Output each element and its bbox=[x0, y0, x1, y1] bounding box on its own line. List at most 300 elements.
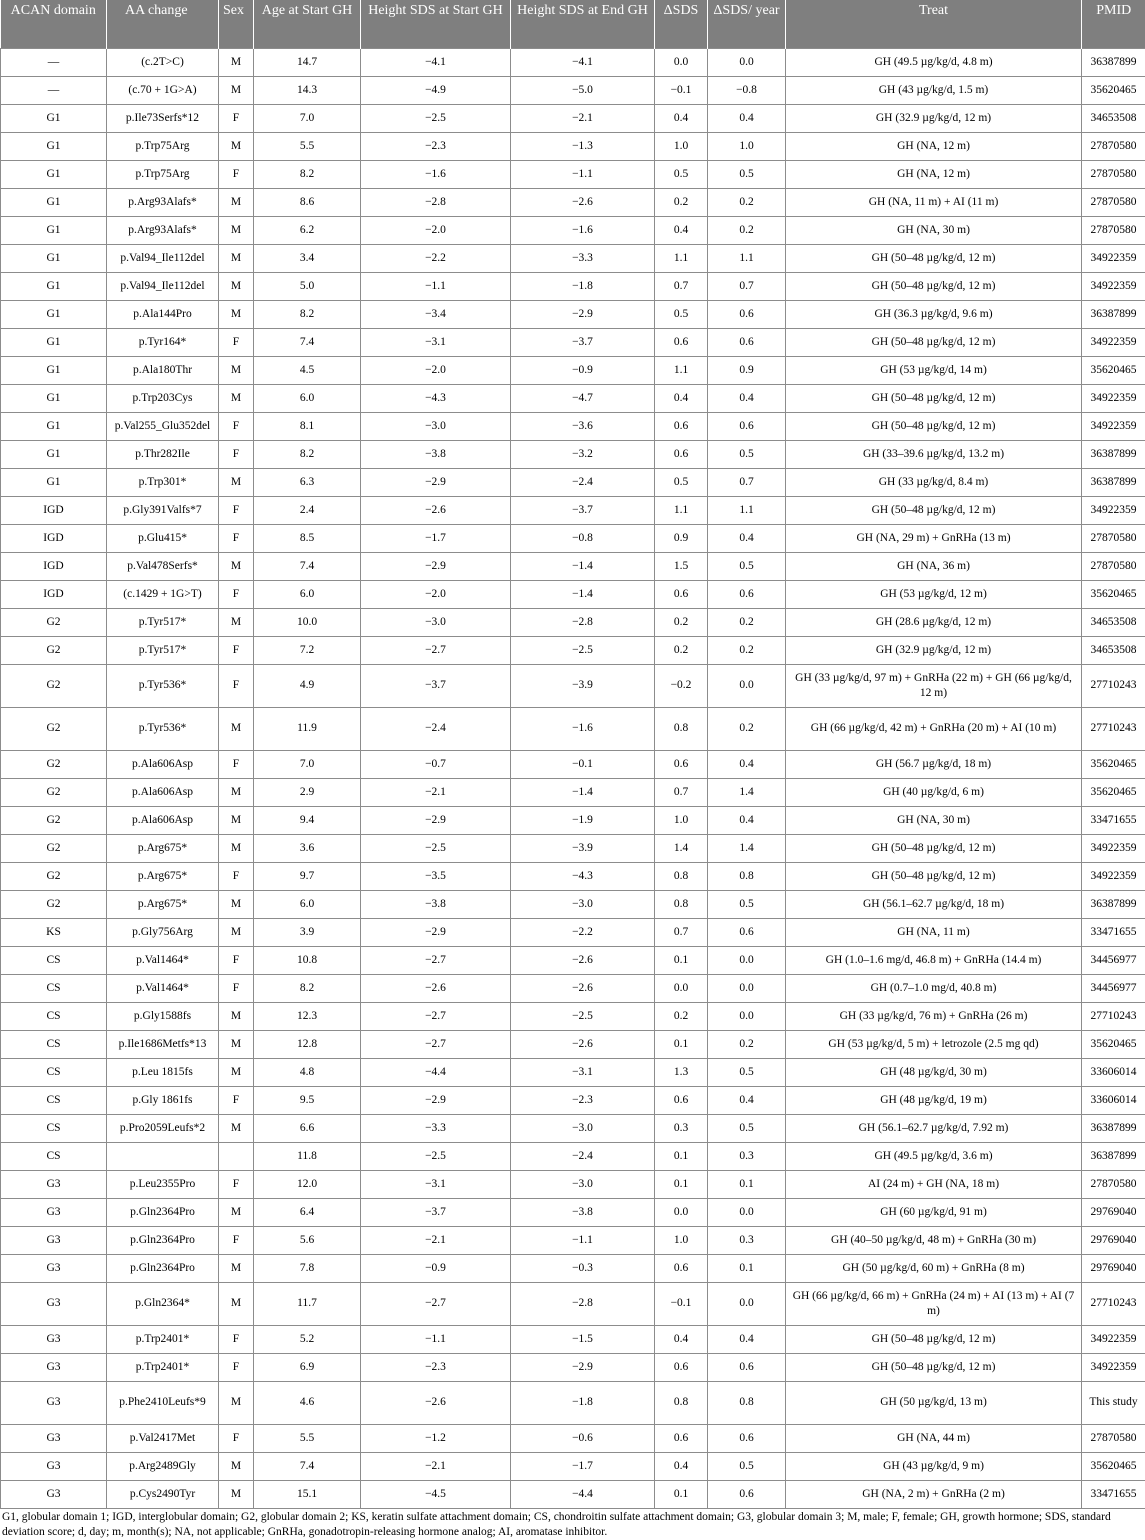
table-row bbox=[1, 496, 1145, 524]
cell-treat: GH (40–50 µg/kg/d, 48 m) + GnRHa (30 m) bbox=[786, 1226, 1082, 1254]
cell-aa-change: p.Ala606Asp bbox=[107, 806, 219, 834]
cell-height-sds-start: −2.5 bbox=[361, 1142, 511, 1170]
table-row bbox=[1, 918, 1145, 946]
cell-aa-change: (c.2T>C) bbox=[107, 48, 219, 76]
cell-delta-sds: 0.4 bbox=[655, 1452, 708, 1480]
cell-treat: GH (NA, 12 m) bbox=[786, 160, 1082, 188]
cell-treat: GH (43 µg/kg/d, 1.5 m) bbox=[786, 76, 1082, 104]
cell-pmid: 34456977 bbox=[1082, 974, 1145, 1002]
cell-treat: GH (28.6 µg/kg/d, 12 m) bbox=[786, 608, 1082, 636]
cell-pmid: 34922359 bbox=[1082, 496, 1145, 524]
cell-sex: M bbox=[219, 707, 254, 750]
cell-treat: GH (50–48 µg/kg/d, 12 m) bbox=[786, 244, 1082, 272]
cell-height-sds-end: −2.9 bbox=[511, 1353, 655, 1381]
cell-height-sds-start: −1.1 bbox=[361, 1325, 511, 1353]
cell-delta-sds-per-year: 0.1 bbox=[708, 1254, 786, 1282]
cell-delta-sds: 0.7 bbox=[655, 272, 708, 300]
cell-height-sds-end: −1.4 bbox=[511, 778, 655, 806]
cell-height-sds-end: −1.7 bbox=[511, 1452, 655, 1480]
cell-age-at-start-gh: 12.3 bbox=[254, 1002, 361, 1030]
cell-age-at-start-gh: 8.2 bbox=[254, 440, 361, 468]
cell-delta-sds: 0.7 bbox=[655, 778, 708, 806]
cell-treat: GH (40 µg/kg/d, 6 m) bbox=[786, 778, 1082, 806]
cell-acan-domain: CS bbox=[1, 1002, 107, 1030]
cell-height-sds-end: −1.6 bbox=[511, 707, 655, 750]
cell-age-at-start-gh: 5.5 bbox=[254, 132, 361, 160]
cell-height-sds-start: −2.9 bbox=[361, 806, 511, 834]
cell-height-sds-start: −3.7 bbox=[361, 664, 511, 707]
cell-height-sds-end: −4.7 bbox=[511, 384, 655, 412]
table-row bbox=[1, 1424, 1145, 1452]
cell-height-sds-start: −3.5 bbox=[361, 862, 511, 890]
cell-treat: GH (33 µg/kg/d, 8.4 m) bbox=[786, 468, 1082, 496]
cell-delta-sds-per-year: 0.5 bbox=[708, 890, 786, 918]
cell-pmid: 33471655 bbox=[1082, 918, 1145, 946]
cell-height-sds-end: −2.4 bbox=[511, 1142, 655, 1170]
column-header-delta-sds-per-year: ΔSDS/ year bbox=[708, 0, 786, 48]
cell-delta-sds: −0.1 bbox=[655, 76, 708, 104]
cell-age-at-start-gh: 4.9 bbox=[254, 664, 361, 707]
cell-aa-change: p.Trp2401* bbox=[107, 1325, 219, 1353]
table-row bbox=[1, 778, 1145, 806]
cell-height-sds-start: −2.9 bbox=[361, 918, 511, 946]
cell-height-sds-end: −2.8 bbox=[511, 1282, 655, 1325]
cell-acan-domain: G2 bbox=[1, 890, 107, 918]
cell-delta-sds-per-year: 0.4 bbox=[708, 104, 786, 132]
cell-height-sds-end: −3.3 bbox=[511, 244, 655, 272]
cell-treat: GH (66 µg/kg/d, 42 m) + GnRHa (20 m) + AI (10 m) bbox=[786, 707, 1082, 750]
cell-sex: M bbox=[219, 272, 254, 300]
cell-age-at-start-gh: 12.8 bbox=[254, 1030, 361, 1058]
cell-delta-sds: 1.0 bbox=[655, 806, 708, 834]
cell-delta-sds-per-year: 0.0 bbox=[708, 48, 786, 76]
cell-delta-sds: 0.1 bbox=[655, 946, 708, 974]
cell-acan-domain: G1 bbox=[1, 468, 107, 496]
cell-sex: M bbox=[219, 468, 254, 496]
cell-delta-sds: 0.4 bbox=[655, 216, 708, 244]
cell-height-sds-start: −3.1 bbox=[361, 1170, 511, 1198]
cell-acan-domain: CS bbox=[1, 1058, 107, 1086]
cell-sex: M bbox=[219, 188, 254, 216]
cell-treat: GH (32.9 µg/kg/d, 12 m) bbox=[786, 104, 1082, 132]
cell-pmid: 35620465 bbox=[1082, 76, 1145, 104]
cell-height-sds-end: −5.0 bbox=[511, 76, 655, 104]
cell-acan-domain: — bbox=[1, 76, 107, 104]
cell-acan-domain: G2 bbox=[1, 834, 107, 862]
table-row bbox=[1, 1325, 1145, 1353]
table-row bbox=[1, 1002, 1145, 1030]
cell-sex: F bbox=[219, 664, 254, 707]
cell-age-at-start-gh: 5.0 bbox=[254, 272, 361, 300]
cell-acan-domain: G2 bbox=[1, 664, 107, 707]
cell-height-sds-end: −1.6 bbox=[511, 216, 655, 244]
cell-height-sds-start: −2.7 bbox=[361, 1002, 511, 1030]
cell-acan-domain: G1 bbox=[1, 300, 107, 328]
cell-pmid: 34922359 bbox=[1082, 862, 1145, 890]
table-row bbox=[1, 1170, 1145, 1198]
cell-pmid: 34922359 bbox=[1082, 272, 1145, 300]
cell-height-sds-start: −1.1 bbox=[361, 272, 511, 300]
cell-aa-change: p.Trp203Cys bbox=[107, 384, 219, 412]
table-row bbox=[1, 862, 1145, 890]
cell-pmid: 29769040 bbox=[1082, 1226, 1145, 1254]
cell-height-sds-start: −3.4 bbox=[361, 300, 511, 328]
cell-height-sds-start: −0.9 bbox=[361, 1254, 511, 1282]
cell-treat: GH (50 µg/kg/d, 13 m) bbox=[786, 1381, 1082, 1424]
cell-delta-sds-per-year: 0.5 bbox=[708, 1452, 786, 1480]
cell-aa-change: p.Arg93Alafs* bbox=[107, 216, 219, 244]
cell-acan-domain: CS bbox=[1, 1114, 107, 1142]
cell-acan-domain: CS bbox=[1, 946, 107, 974]
cell-delta-sds: 0.2 bbox=[655, 188, 708, 216]
cell-sex: F bbox=[219, 1353, 254, 1381]
cell-treat: GH (50–48 µg/kg/d, 12 m) bbox=[786, 328, 1082, 356]
cell-height-sds-start: −2.9 bbox=[361, 1086, 511, 1114]
cell-delta-sds: 0.8 bbox=[655, 862, 708, 890]
cell-height-sds-end: −3.2 bbox=[511, 440, 655, 468]
cell-treat: GH (53 µg/kg/d, 14 m) bbox=[786, 356, 1082, 384]
cell-pmid: 35620465 bbox=[1082, 580, 1145, 608]
table-row bbox=[1, 608, 1145, 636]
cell-acan-domain: G3 bbox=[1, 1353, 107, 1381]
cell-acan-domain: G2 bbox=[1, 636, 107, 664]
cell-pmid: 35620465 bbox=[1082, 356, 1145, 384]
cell-sex: M bbox=[219, 1480, 254, 1508]
cell-delta-sds: 0.6 bbox=[655, 1254, 708, 1282]
cell-sex: M bbox=[219, 1030, 254, 1058]
table-row bbox=[1, 412, 1145, 440]
cell-height-sds-end: −4.4 bbox=[511, 1480, 655, 1508]
column-header-delta-sds: ΔSDS bbox=[655, 0, 708, 48]
cell-delta-sds-per-year: 0.5 bbox=[708, 440, 786, 468]
cell-aa-change: p.Gly391Valfs*7 bbox=[107, 496, 219, 524]
cell-pmid: 27710243 bbox=[1082, 1282, 1145, 1325]
cell-aa-change bbox=[107, 1142, 219, 1170]
cell-height-sds-start: −3.8 bbox=[361, 440, 511, 468]
table-row bbox=[1, 1452, 1145, 1480]
cell-height-sds-end: −2.1 bbox=[511, 104, 655, 132]
column-header-acan-domain: ACAN domain bbox=[1, 0, 107, 48]
cell-sex: M bbox=[219, 552, 254, 580]
cell-height-sds-end: −2.6 bbox=[511, 188, 655, 216]
cell-pmid: 34653508 bbox=[1082, 608, 1145, 636]
cell-pmid: 27870580 bbox=[1082, 188, 1145, 216]
cell-delta-sds: −0.1 bbox=[655, 1282, 708, 1325]
cell-sex: F bbox=[219, 1170, 254, 1198]
table-row bbox=[1, 244, 1145, 272]
cell-delta-sds: 1.5 bbox=[655, 552, 708, 580]
cell-treat: GH (66 µg/kg/d, 66 m) + GnRHa (24 m) + AI (13 m) + AI (7 m) bbox=[786, 1282, 1082, 1325]
cell-age-at-start-gh: 8.1 bbox=[254, 412, 361, 440]
cell-pmid: 36387899 bbox=[1082, 300, 1145, 328]
cell-delta-sds: 0.6 bbox=[655, 1353, 708, 1381]
column-header-treat: Treat bbox=[786, 0, 1082, 48]
cell-delta-sds-per-year: 0.7 bbox=[708, 468, 786, 496]
cell-delta-sds-per-year: 0.1 bbox=[708, 1170, 786, 1198]
cell-acan-domain: G1 bbox=[1, 104, 107, 132]
cell-acan-domain: G3 bbox=[1, 1170, 107, 1198]
table-row bbox=[1, 664, 1145, 707]
cell-treat: GH (33–39.6 µg/kg/d, 13.2 m) bbox=[786, 440, 1082, 468]
cell-height-sds-end: −1.4 bbox=[511, 552, 655, 580]
cell-treat: GH (33 µg/kg/d, 76 m) + GnRHa (26 m) bbox=[786, 1002, 1082, 1030]
cell-acan-domain: G1 bbox=[1, 188, 107, 216]
cell-age-at-start-gh: 6.9 bbox=[254, 1353, 361, 1381]
cell-treat: GH (NA, 11 m) bbox=[786, 918, 1082, 946]
cell-sex: M bbox=[219, 918, 254, 946]
cell-age-at-start-gh: 7.4 bbox=[254, 552, 361, 580]
cell-treat: AI (24 m) + GH (NA, 18 m) bbox=[786, 1170, 1082, 1198]
table-row bbox=[1, 384, 1145, 412]
cell-age-at-start-gh: 9.5 bbox=[254, 1086, 361, 1114]
cell-age-at-start-gh: 6.0 bbox=[254, 890, 361, 918]
cell-delta-sds-per-year: 0.2 bbox=[708, 216, 786, 244]
cell-treat: GH (50–48 µg/kg/d, 12 m) bbox=[786, 272, 1082, 300]
cell-aa-change: p.Tyr164* bbox=[107, 328, 219, 356]
table-row bbox=[1, 1142, 1145, 1170]
cell-sex: M bbox=[219, 608, 254, 636]
cell-sex: M bbox=[219, 216, 254, 244]
cell-height-sds-end: −2.6 bbox=[511, 946, 655, 974]
cell-delta-sds-per-year: −0.8 bbox=[708, 76, 786, 104]
cell-age-at-start-gh: 10.8 bbox=[254, 946, 361, 974]
table-row bbox=[1, 104, 1145, 132]
cell-delta-sds: 0.6 bbox=[655, 1424, 708, 1452]
cell-sex: F bbox=[219, 104, 254, 132]
cell-sex: F bbox=[219, 328, 254, 356]
cell-height-sds-end: −2.6 bbox=[511, 974, 655, 1002]
cell-pmid: 34653508 bbox=[1082, 636, 1145, 664]
cell-sex: F bbox=[219, 1086, 254, 1114]
cell-treat: GH (50 µg/kg/d, 60 m) + GnRHa (8 m) bbox=[786, 1254, 1082, 1282]
cell-delta-sds-per-year: 0.6 bbox=[708, 300, 786, 328]
cell-delta-sds: 1.4 bbox=[655, 834, 708, 862]
cell-height-sds-start: −2.6 bbox=[361, 496, 511, 524]
cell-treat: GH (43 µg/kg/d, 9 m) bbox=[786, 1452, 1082, 1480]
cell-acan-domain: G2 bbox=[1, 806, 107, 834]
cell-pmid: 27870580 bbox=[1082, 132, 1145, 160]
cell-delta-sds: 0.1 bbox=[655, 1480, 708, 1508]
table-row bbox=[1, 552, 1145, 580]
cell-pmid: 34922359 bbox=[1082, 1353, 1145, 1381]
cell-age-at-start-gh: 14.3 bbox=[254, 76, 361, 104]
cell-age-at-start-gh: 8.5 bbox=[254, 524, 361, 552]
cell-aa-change: p.Val478Serfs* bbox=[107, 552, 219, 580]
cell-treat: GH (49.5 µg/kg/d, 3.6 m) bbox=[786, 1142, 1082, 1170]
column-header-aa-change: AA change bbox=[107, 0, 219, 48]
cell-aa-change: p.Gln2364* bbox=[107, 1282, 219, 1325]
cell-delta-sds: 0.3 bbox=[655, 1114, 708, 1142]
cell-aa-change: p.Arg93Alafs* bbox=[107, 188, 219, 216]
cell-pmid: 36387899 bbox=[1082, 48, 1145, 76]
cell-delta-sds: 0.4 bbox=[655, 1325, 708, 1353]
cell-acan-domain: IGD bbox=[1, 524, 107, 552]
cell-delta-sds: 0.0 bbox=[655, 1198, 708, 1226]
table-header bbox=[1, 0, 1145, 48]
cell-height-sds-start: −1.2 bbox=[361, 1424, 511, 1452]
cell-delta-sds-per-year: 1.4 bbox=[708, 778, 786, 806]
cell-height-sds-end: −2.2 bbox=[511, 918, 655, 946]
cell-aa-change: p.Ala180Thr bbox=[107, 356, 219, 384]
cell-pmid: This study bbox=[1082, 1381, 1145, 1424]
cell-aa-change: (c.1429 + 1G>T) bbox=[107, 580, 219, 608]
cell-height-sds-start: −2.7 bbox=[361, 946, 511, 974]
cell-height-sds-start: −2.5 bbox=[361, 834, 511, 862]
table-row bbox=[1, 328, 1145, 356]
cell-delta-sds-per-year: 0.6 bbox=[708, 328, 786, 356]
cell-sex: M bbox=[219, 300, 254, 328]
table-row bbox=[1, 1198, 1145, 1226]
cell-delta-sds-per-year: 0.8 bbox=[708, 1381, 786, 1424]
cell-height-sds-start: −2.0 bbox=[361, 580, 511, 608]
cell-age-at-start-gh: 7.0 bbox=[254, 104, 361, 132]
cell-sex: F bbox=[219, 974, 254, 1002]
column-header-sex: Sex bbox=[219, 0, 254, 48]
cell-delta-sds: 0.6 bbox=[655, 1086, 708, 1114]
cell-sex: M bbox=[219, 1114, 254, 1142]
cell-delta-sds: 0.2 bbox=[655, 608, 708, 636]
cell-acan-domain: G3 bbox=[1, 1325, 107, 1353]
cell-delta-sds-per-year: 0.4 bbox=[708, 806, 786, 834]
cell-acan-domain: G3 bbox=[1, 1381, 107, 1424]
cell-acan-domain: CS bbox=[1, 1142, 107, 1170]
cell-sex: F bbox=[219, 580, 254, 608]
cell-treat: GH (NA, 36 m) bbox=[786, 552, 1082, 580]
cell-delta-sds-per-year: 0.5 bbox=[708, 160, 786, 188]
cell-pmid: 35620465 bbox=[1082, 750, 1145, 778]
cell-height-sds-start: −3.0 bbox=[361, 412, 511, 440]
table-row bbox=[1, 272, 1145, 300]
cell-delta-sds: −0.2 bbox=[655, 664, 708, 707]
cell-acan-domain: G1 bbox=[1, 132, 107, 160]
cell-height-sds-start: −4.3 bbox=[361, 384, 511, 412]
table-row bbox=[1, 1226, 1145, 1254]
cell-delta-sds-per-year: 0.6 bbox=[708, 1353, 786, 1381]
table-row bbox=[1, 216, 1145, 244]
cell-height-sds-start: −2.1 bbox=[361, 1226, 511, 1254]
cell-aa-change: p.Gln2364Pro bbox=[107, 1254, 219, 1282]
cell-age-at-start-gh: 3.9 bbox=[254, 918, 361, 946]
cell-delta-sds-per-year: 0.0 bbox=[708, 946, 786, 974]
cell-height-sds-start: −4.9 bbox=[361, 76, 511, 104]
cell-pmid: 33471655 bbox=[1082, 1480, 1145, 1508]
cell-delta-sds: 0.5 bbox=[655, 160, 708, 188]
cell-age-at-start-gh: 6.0 bbox=[254, 384, 361, 412]
cell-acan-domain: G3 bbox=[1, 1452, 107, 1480]
cell-treat: GH (60 µg/kg/d, 91 m) bbox=[786, 1198, 1082, 1226]
cell-delta-sds-per-year: 0.2 bbox=[708, 608, 786, 636]
cell-pmid: 34922359 bbox=[1082, 384, 1145, 412]
cell-acan-domain: G3 bbox=[1, 1254, 107, 1282]
cell-delta-sds-per-year: 0.9 bbox=[708, 356, 786, 384]
cell-delta-sds: 0.6 bbox=[655, 750, 708, 778]
cell-height-sds-start: −2.1 bbox=[361, 1452, 511, 1480]
cell-sex: M bbox=[219, 1002, 254, 1030]
cell-pmid: 27870580 bbox=[1082, 1170, 1145, 1198]
cell-age-at-start-gh: 5.2 bbox=[254, 1325, 361, 1353]
cell-delta-sds-per-year: 0.0 bbox=[708, 1282, 786, 1325]
cell-aa-change: p.Leu 1815fs bbox=[107, 1058, 219, 1086]
cell-treat: GH (NA, 11 m) + AI (11 m) bbox=[786, 188, 1082, 216]
cell-delta-sds-per-year: 0.4 bbox=[708, 1325, 786, 1353]
cell-sex: F bbox=[219, 496, 254, 524]
cell-height-sds-end: −3.6 bbox=[511, 412, 655, 440]
cell-height-sds-start: −2.1 bbox=[361, 778, 511, 806]
cell-delta-sds: 0.5 bbox=[655, 300, 708, 328]
cell-acan-domain: CS bbox=[1, 1030, 107, 1058]
cell-acan-domain: IGD bbox=[1, 552, 107, 580]
cell-aa-change: p.Val1464* bbox=[107, 946, 219, 974]
cell-age-at-start-gh: 5.5 bbox=[254, 1424, 361, 1452]
cell-age-at-start-gh: 12.0 bbox=[254, 1170, 361, 1198]
cell-delta-sds: 0.6 bbox=[655, 440, 708, 468]
cell-height-sds-start: −2.6 bbox=[361, 974, 511, 1002]
cell-height-sds-end: −3.7 bbox=[511, 328, 655, 356]
cell-height-sds-start: −2.8 bbox=[361, 188, 511, 216]
cell-height-sds-end: −1.9 bbox=[511, 806, 655, 834]
cell-height-sds-end: −4.3 bbox=[511, 862, 655, 890]
cell-aa-change: p.Val94_Ile112del bbox=[107, 244, 219, 272]
cell-age-at-start-gh: 14.7 bbox=[254, 48, 361, 76]
cell-delta-sds-per-year: 0.5 bbox=[708, 552, 786, 580]
table-row bbox=[1, 580, 1145, 608]
cell-pmid: 33606014 bbox=[1082, 1086, 1145, 1114]
cell-acan-domain: G3 bbox=[1, 1198, 107, 1226]
cell-height-sds-end: −3.9 bbox=[511, 664, 655, 707]
cell-delta-sds: 0.8 bbox=[655, 707, 708, 750]
cell-age-at-start-gh: 4.5 bbox=[254, 356, 361, 384]
cell-acan-domain: IGD bbox=[1, 580, 107, 608]
table-row bbox=[1, 946, 1145, 974]
cell-height-sds-start: −2.6 bbox=[361, 1381, 511, 1424]
cell-pmid: 35620465 bbox=[1082, 778, 1145, 806]
cell-sex: M bbox=[219, 1381, 254, 1424]
cell-acan-domain: KS bbox=[1, 918, 107, 946]
cell-pmid: 36387899 bbox=[1082, 468, 1145, 496]
cell-age-at-start-gh: 11.7 bbox=[254, 1282, 361, 1325]
cell-treat: GH (32.9 µg/kg/d, 12 m) bbox=[786, 636, 1082, 664]
cell-pmid: 36387899 bbox=[1082, 1142, 1145, 1170]
cell-pmid: 27710243 bbox=[1082, 664, 1145, 707]
cell-height-sds-start: −2.9 bbox=[361, 468, 511, 496]
cell-height-sds-start: −2.5 bbox=[361, 104, 511, 132]
cell-height-sds-end: −0.3 bbox=[511, 1254, 655, 1282]
cell-delta-sds: 0.1 bbox=[655, 1170, 708, 1198]
cell-treat: GH (49.5 µg/kg/d, 4.8 m) bbox=[786, 48, 1082, 76]
cell-height-sds-end: −3.0 bbox=[511, 1114, 655, 1142]
cell-sex: M bbox=[219, 244, 254, 272]
table-row bbox=[1, 707, 1145, 750]
cell-acan-domain: G3 bbox=[1, 1480, 107, 1508]
cell-aa-change: p.Tyr517* bbox=[107, 608, 219, 636]
cell-treat: GH (50–48 µg/kg/d, 12 m) bbox=[786, 1325, 1082, 1353]
cell-sex: F bbox=[219, 1325, 254, 1353]
cell-sex: M bbox=[219, 806, 254, 834]
cell-aa-change: p.Val2417Met bbox=[107, 1424, 219, 1452]
cell-age-at-start-gh: 2.9 bbox=[254, 778, 361, 806]
cell-height-sds-start: −2.2 bbox=[361, 244, 511, 272]
cell-sex: F bbox=[219, 524, 254, 552]
cell-pmid: 34922359 bbox=[1082, 244, 1145, 272]
cell-delta-sds: 0.1 bbox=[655, 1142, 708, 1170]
table-row bbox=[1, 132, 1145, 160]
cell-aa-change: p.Ile73Serfs*12 bbox=[107, 104, 219, 132]
cell-age-at-start-gh: 6.3 bbox=[254, 468, 361, 496]
cell-delta-sds: 0.4 bbox=[655, 104, 708, 132]
cell-pmid: 35620465 bbox=[1082, 1452, 1145, 1480]
column-header-height-sds-end: Height SDS at End GH bbox=[511, 0, 655, 48]
cell-pmid: 36387899 bbox=[1082, 440, 1145, 468]
